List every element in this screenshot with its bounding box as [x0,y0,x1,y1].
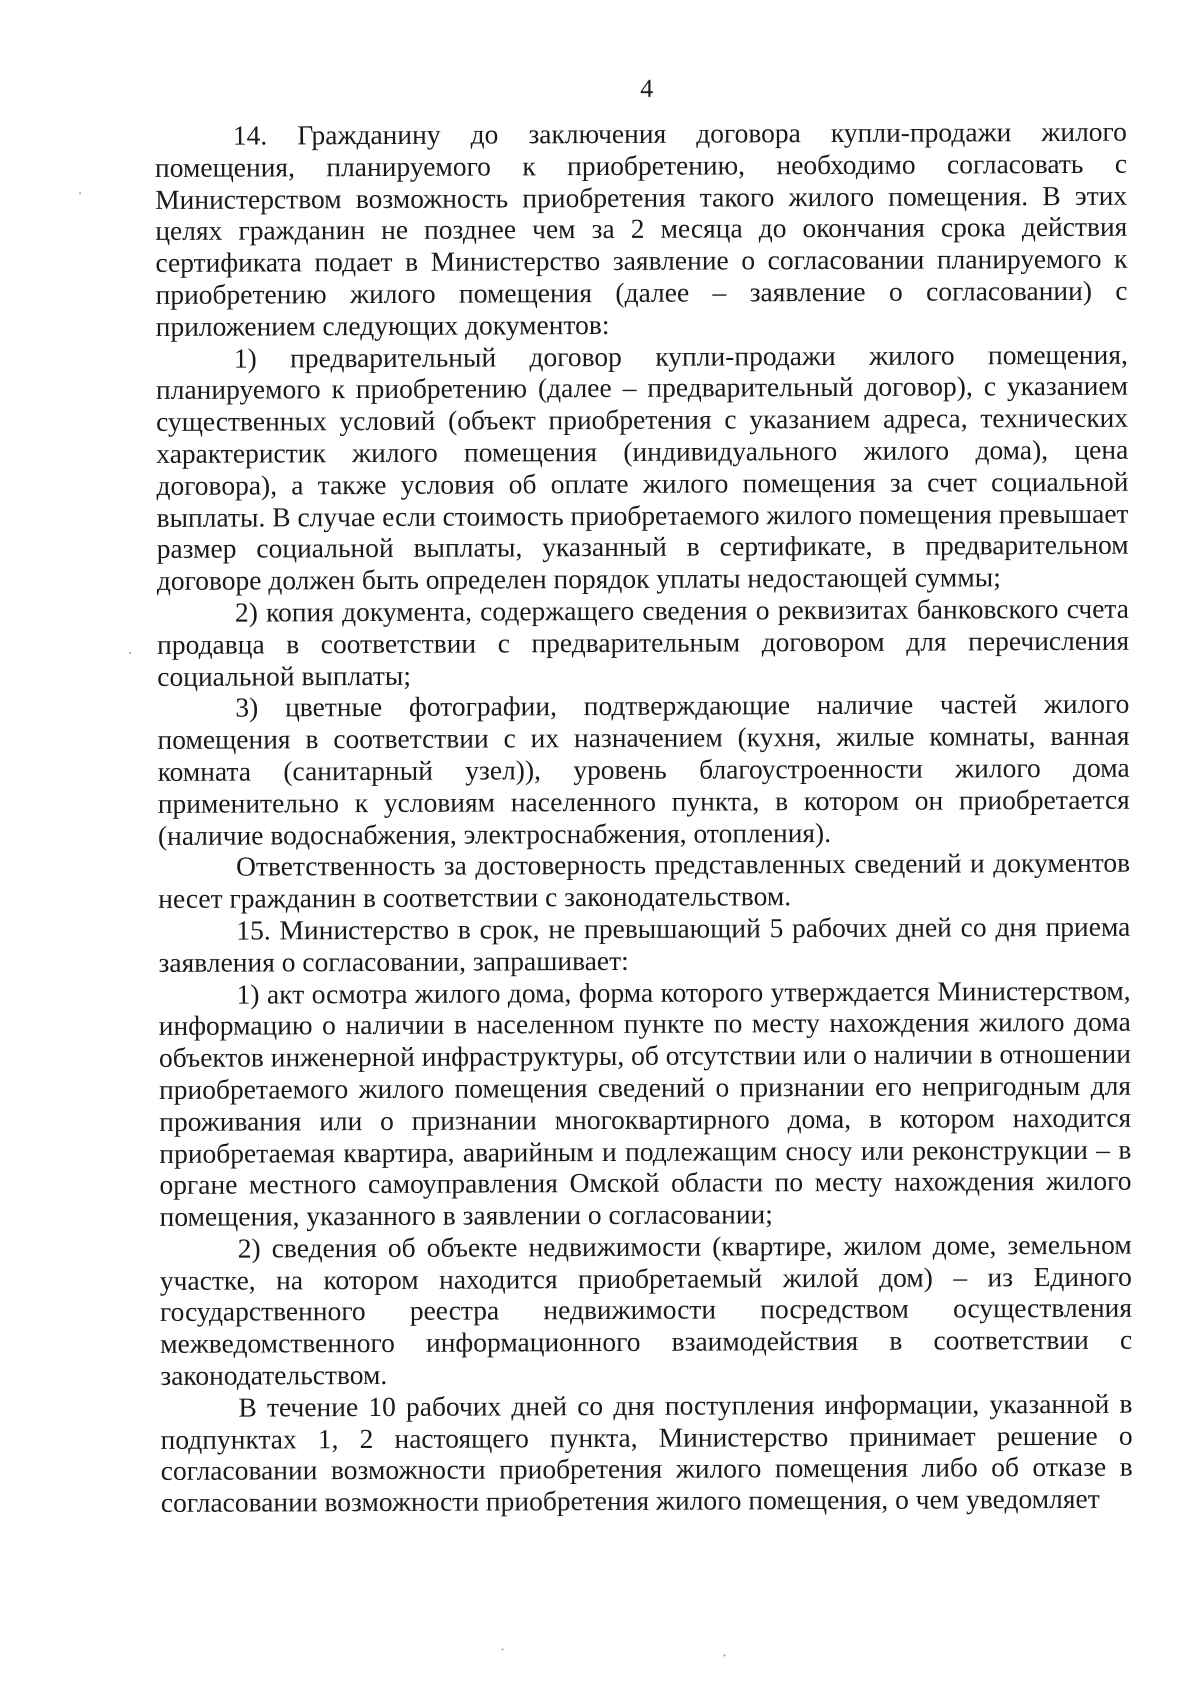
scan-speck [724,1654,726,1656]
paragraph-15-decision: В течение 10 рабочих дней со дня поступления информации, указанной в подпунктах 1, 2 настоящего пункта, Министерство принимает решение о согласовании возможности приобретения жилого помещения либо об отказе в согласовании возможности приобретения жилого помещения, о чем уведомляет [160,1387,1133,1519]
scan-speck [79,192,81,194]
paragraph-14-responsibility: Ответственность за достоверность представленных сведений и документов несет гражданин в соответствии с законодательством. [158,847,1131,915]
paragraph-14-item-1: 1) предварительный договор купли-продажи жилого помещения, планируемого к приобретению (далее – предварительный договор), с указанием существенных условий (объект приобретения с указанием адреса, технических характеристик жилого помещения (индивидуального жилого дома), цена договора), а также условия об оплате жилого помещения за счет социальной выплаты. В случае если стоимость приобретаемого жилого помещения превышает размер социальной выплаты, указанный в сертификате, в предварительном договоре должен быть определен порядок уплаты недостающей суммы; [155,338,1129,597]
paragraph-15-item-2: 2) сведения об объекте недвижимости (квартире, жилом доме, земельном участке, на котором находится приобретаемый жилой дом) – из Единого государственного реестра недвижимости посредством осуществления межведомственного информационного взаимодействия в соответствии с законодательством. [159,1228,1133,1392]
scan-speck [129,652,131,654]
document-body [155,116,1133,1519]
page-number: 4 [640,73,654,103]
scan-speck [501,1648,503,1650]
paragraph-14-item-3: 3) цветные фотографии, подтверждающие наличие частей жилого помещения в соответствии с их назначением (кухня, жилые комнаты, ванная комната (санитарный узел)), уровень благоустроенности жилого дома применительно к условиям населенного пункта, в котором он приобретается (наличие водоснабжения, электроснабжения, отопления). [157,688,1130,851]
paragraph-14-item-2: 2) копия документа, содержащего сведения о реквизитах банковского счета продавца в соответствии с предварительным договором для перечисления социальной выплаты; [157,592,1130,692]
paragraph-15-item-1: 1) акт осмотра жилого дома, форма которого утверждается Министерством, информацию о наличии в населенном пункте по месту нахождения жилого дома объектов инженерной инфраструктуры, об отсутствии или о наличии в отношении приобретаемого жилого помещения сведений о признании его непригодным для проживания или о признании многоквартирного дома, в котором находится приобретаемая квартира, аварийным и подлежащим сносу или реконструкции – в органе местного самоуправления Омской области по месту нахождения жилого помещения, указанного в заявлении о согласовании; [158,974,1132,1233]
paragraph-14-intro: 14. Гражданину до заключения договора купли-продажи жилого помещения, планируемого к приобретению, необходимо согласовать с Министерством возможность приобретения такого жилого помещения. В этих целях гражданин не позднее чем за 2 месяца до окончания срока действия сертификата подает в Министерство заявление о согласовании планируемого к приобретению жилого помещения (далее – заявление о согласовании) с приложением следующих документов: [154,115,1128,342]
paragraph-15-intro: 15. Министерство в срок, не превышающий 5 рабочих дней со дня приема заявления о согласовании, запрашивает: [158,910,1131,978]
